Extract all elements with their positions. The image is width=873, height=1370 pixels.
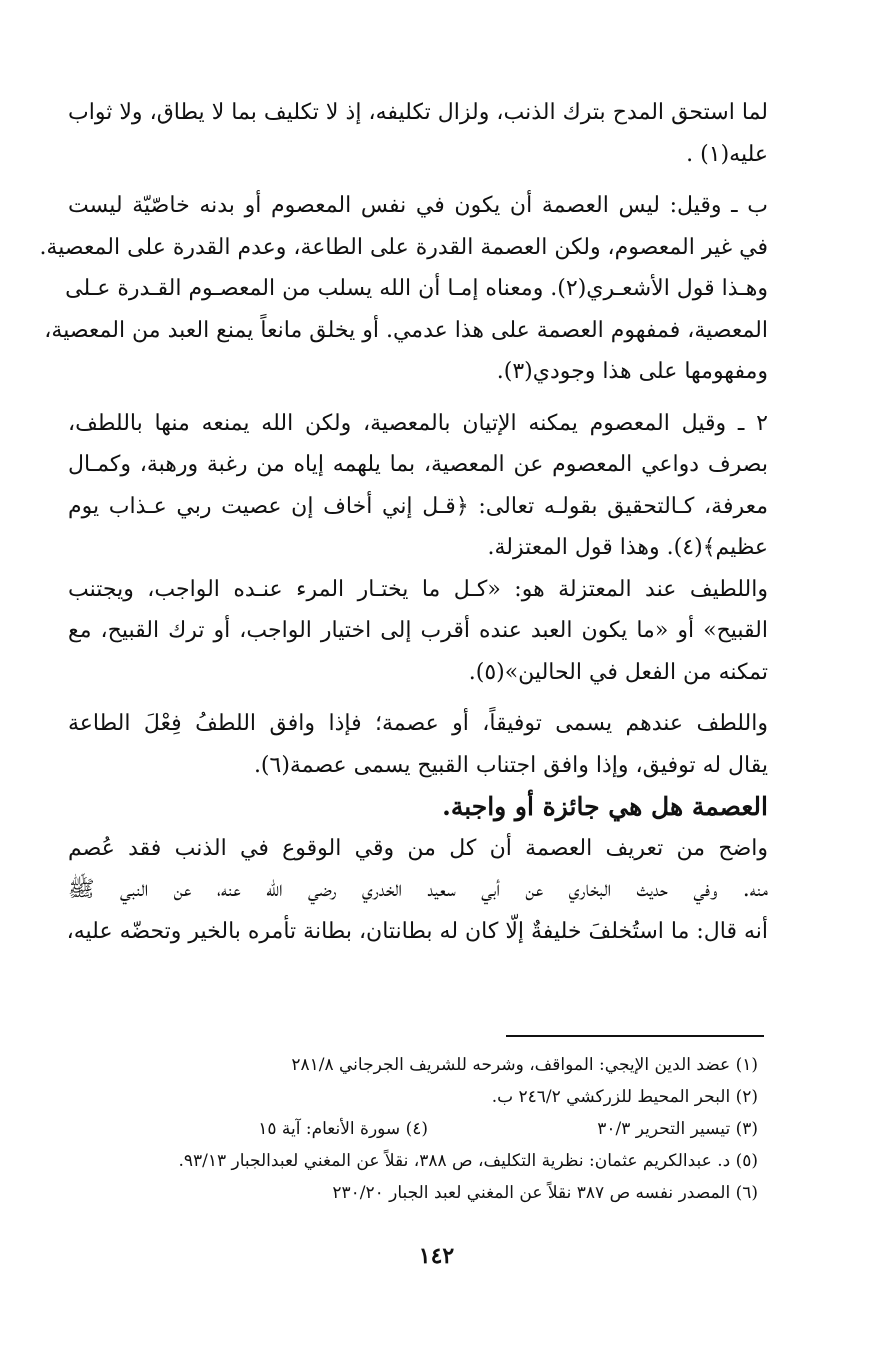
text-line: بصرف دواعي المعصوم عن المعصية، بما يلهمه إياه من رغبة ورهبة، وكمـال	[68, 452, 768, 477]
section-heading: العصمة هل هي جائزة أو واجبة.	[442, 792, 768, 821]
text-line: واللطيف عند المعتزلة هو: «كـل ما يختـار المرء عنـده الواجب، ويجتنب	[68, 576, 768, 602]
text-line: يقال له توفيق، وإذا وافق اجتناب القبيح يسمى عصمة(٦).	[253, 752, 768, 778]
text-line: ب ـ وقيل: ليس العصمة أن يكون في نفس المعصوم أو بدنه خاصّيّة ليست	[68, 193, 768, 218]
text-line: معرفة، كـالتحقيق بقولـه تعالى: ﴿قـل إني أخاف إن عصيت ربي عـذاب يوم	[68, 493, 768, 519]
text-line: في غير المعصوم، ولكن العصمة القدرة على الطاعة، وعدم القدرة على المعصية.	[39, 234, 768, 260]
footnote-row	[68, 1113, 758, 1145]
main-text	[39, 92, 768, 952]
footnote: (٥) د. عبدالكريم عثمان: نظرية التكليف، ص ٣٨٨، نقلاً عن المغني لعبدالجبار ٩٣/١٣.	[178, 1151, 758, 1171]
page-number: ١٤٢	[418, 1243, 455, 1269]
text-line: واللطف عندهم يسمى توفيقاً، أو عصمة؛ فإذا وافق اللطفُ فِعْلَ الطاعة	[68, 711, 768, 736]
text-line: واضح من تعريف العصمة أن كل من وقي الوقوع في الذنب فقد عُصم	[68, 835, 768, 861]
text-line: أنه قال: ما استُخلفَ خليفةٌ إلّا كان له بطانتان، بطانة تأمره بالخير وتحضّه عليه،	[66, 918, 768, 944]
footnotes	[68, 1049, 758, 1209]
text-line: عظيم﴾(٤). وهذا قول المعتزلة.	[487, 535, 768, 560]
text-line: ومفهومها على هذا وجودي(٣).	[496, 359, 768, 384]
footnote: (١) عضد الدين الإيجي: المواقف، وشرحه للشريف الجرجاني ٢٨١/٨	[291, 1055, 758, 1075]
footnote: (٢) البحر المحيط للزركشي ٢٤٦/٢ ب.	[491, 1087, 758, 1107]
text-line: لما استحق المدح بترك الذنب، ولزال تكليفه، إذ لا تكليف بما لا يطاق، ولا ثواب	[68, 100, 768, 125]
text-line: المعصية، فمفهوم العصمة على هذا عدمي. أو يخلق مانعاً يمنع العبد من المعصية،	[44, 317, 768, 343]
text-line: تمكنه من الفعل في الحالين»(٥).	[468, 659, 768, 685]
footnote: (٤) سورة الأنعام: آية ١٥	[258, 1119, 428, 1139]
text-line: منه. وفي حديث البخاري عن أبي سعيد الخدري رضي الله عنه، عن النبي ﷺ	[68, 877, 768, 902]
footnote: (٦) المصدر نفسه ص ٣٨٧ نقلاً عن المغني لعبد الجبار ٢٣٠/٢٠	[332, 1183, 758, 1203]
footnote-separator	[506, 1035, 764, 1037]
text-line: القبيح» أو «ما يكون العبد عنده أقرب إلى اختيار الواجب، أو ترك القبيح، مع	[68, 618, 768, 643]
text-line: ٢ ـ وقيل المعصوم يمكنه الإتيان بالمعصية، ولكن الله يمنعه منها باللطف،	[68, 410, 768, 436]
footnote: (٣) تيسير التحرير ٣٠/٣	[597, 1119, 758, 1139]
text-line: وهـذا قول الأشعـري(٢). ومعناه إمـا أن الله يسلب من المعصـوم القـدرة عـلى	[65, 276, 768, 301]
text-line: عليه(١) .	[686, 141, 768, 167]
